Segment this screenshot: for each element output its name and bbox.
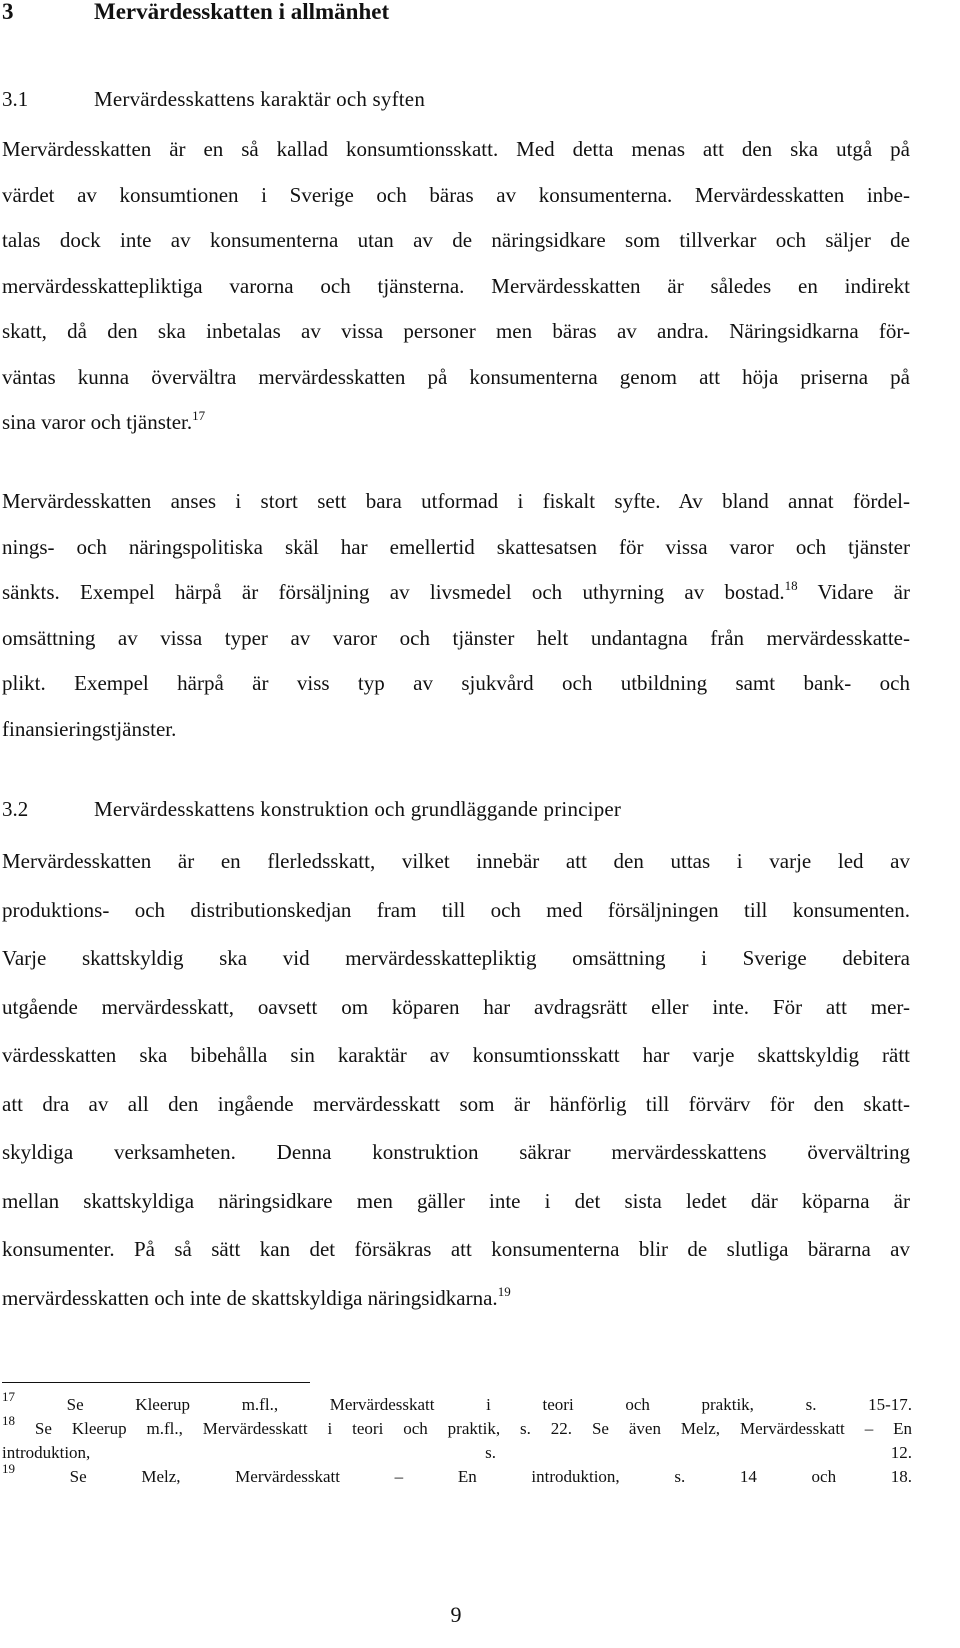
text-line: mellan skattskyldiga näringsidkare men gäller inte i det sista ledet där köparna är xyxy=(2,1188,910,1213)
text-line xyxy=(2,570,910,616)
chapter-number: 3 xyxy=(2,0,14,24)
footnote-text: Se Kleerup m.fl., Mervärdesskatt i teori och praktik, s. 22. Se även Melz, Mervärdesskatt – En xyxy=(34,1419,912,1438)
text-run: Vidare är xyxy=(817,580,910,604)
text-line: skatt, då den ska inbetalas av vissa personer men bäras av andra. Näringsidkarna för- xyxy=(2,319,910,343)
footnote-ref[interactable]: 19 xyxy=(497,1283,511,1299)
text-line: plikt. Exempel härpå är viss typ av sjukvård och utbildning samt bank- och xyxy=(2,671,910,695)
text-line: omsättning av vissa typer av varor och tjänster helt undantagna från mervärdesskatte- xyxy=(2,625,910,650)
text-line: att dra av all den ingående mervärdesskatt som är hänförlig till förvärv för den skatt- xyxy=(2,1091,910,1116)
text-line: Mervärdesskatten är en så kallad konsumtionsskatt. Med detta menas att den ska utgå på xyxy=(2,137,910,161)
text-line xyxy=(2,1274,910,1323)
footnotes xyxy=(2,1389,913,1489)
text-line xyxy=(2,400,910,446)
paragraph-3-1-a xyxy=(2,127,910,446)
text-line: produktions- och distributionskedjan fram till och med försäljningen till konsumenten. xyxy=(2,897,910,922)
section-number: 3.1 xyxy=(2,87,29,111)
text-line: nings- och näringspolitiska skäl har emellertid skattesatsen för vissa varor och tjänster xyxy=(2,534,910,559)
footnote-line xyxy=(2,1461,913,1489)
text-line: Mervärdesskatten är en flerledsskatt, vilket innebär att den uttas i varje led av xyxy=(2,849,910,873)
footnote-line xyxy=(2,1389,912,1417)
text-line: Varje skattskyldig ska vid mervärdesskattepliktig omsättning i Sverige debitera xyxy=(2,946,910,970)
footnote xyxy=(2,1413,912,1465)
section-title: Mervärdesskattens konstruktion och grundläggande principer xyxy=(94,797,622,821)
footnote-text: Se Melz, Mervärdesskatt – En introduktion, s. 14 och 18. xyxy=(69,1467,913,1486)
chapter-title: Mervärdesskatten i allmänhet xyxy=(94,0,390,24)
footnote-separator xyxy=(2,1382,310,1383)
footnote xyxy=(2,1461,913,1489)
footnote-line: introduktion, s. 12. xyxy=(2,1443,912,1462)
text-line: talas dock inte av konsumenterna utan av de näringsidkare som tillverkar och säljer de xyxy=(2,228,910,252)
footnote-number: 19 xyxy=(2,1461,15,1476)
section-title: Mervärdesskattens karaktär och syften xyxy=(94,87,426,111)
text-run: mervärdesskatten och inte de skattskyldiga näringsidkarna. xyxy=(2,1285,498,1310)
text-line: konsumenter. På så sätt kan det försäkras att konsumenterna blir de slutliga bärarna av xyxy=(2,1237,910,1261)
text-line: värdet av konsumtionen i Sverige och bäras av konsumenterna. Mervärdesskatten inbe- xyxy=(2,182,910,207)
section-number: 3.2 xyxy=(2,797,29,821)
text-line: finansieringstjänster. xyxy=(2,716,177,741)
footnote-ref[interactable]: 17 xyxy=(192,408,206,423)
text-run: sina varor och tjänster. xyxy=(2,410,193,434)
text-line: utgående mervärdesskatt, oavsett om köparen har avdragsrätt eller inte. För att mer- xyxy=(2,994,910,1019)
text-line: Mervärdesskatten anses i stort sett bara utformad i fiskalt syfte. Av bland annat fördel- xyxy=(2,489,910,513)
paragraph-3-1-b xyxy=(2,479,910,752)
page-number: 9 xyxy=(450,1602,462,1627)
footnote xyxy=(2,1389,912,1417)
footnote-ref[interactable]: 18 xyxy=(784,578,798,593)
text-line: väntas kunna övervältra mervärdesskatten på konsumenterna genom att höja priserna på xyxy=(2,364,910,389)
text-line: skyldiga verksamheten. Denna konstruktion säkrar mervärdesskattens övervältring xyxy=(2,1140,910,1164)
paragraph-3-2 xyxy=(2,837,910,1322)
footnote-number: 17 xyxy=(2,1389,15,1404)
text-line: mervärdesskattepliktiga varorna och tjänsterna. Mervärdesskatten är således en indirekt xyxy=(2,273,910,298)
footnote-number: 18 xyxy=(2,1413,15,1428)
footnote-line xyxy=(2,1413,912,1441)
footnote-text: Se Kleerup m.fl., Mervärdesskatt i teori och praktik, s. 15-17. xyxy=(66,1395,912,1414)
text-line: värdesskatten ska bibehålla sin karaktär av konsumtionsskatt har varje skattskyldig rätt xyxy=(2,1043,910,1067)
text-run: sänkts. Exempel härpå är försäljning av livsmedel och uthyrning av bostad. xyxy=(2,580,785,604)
